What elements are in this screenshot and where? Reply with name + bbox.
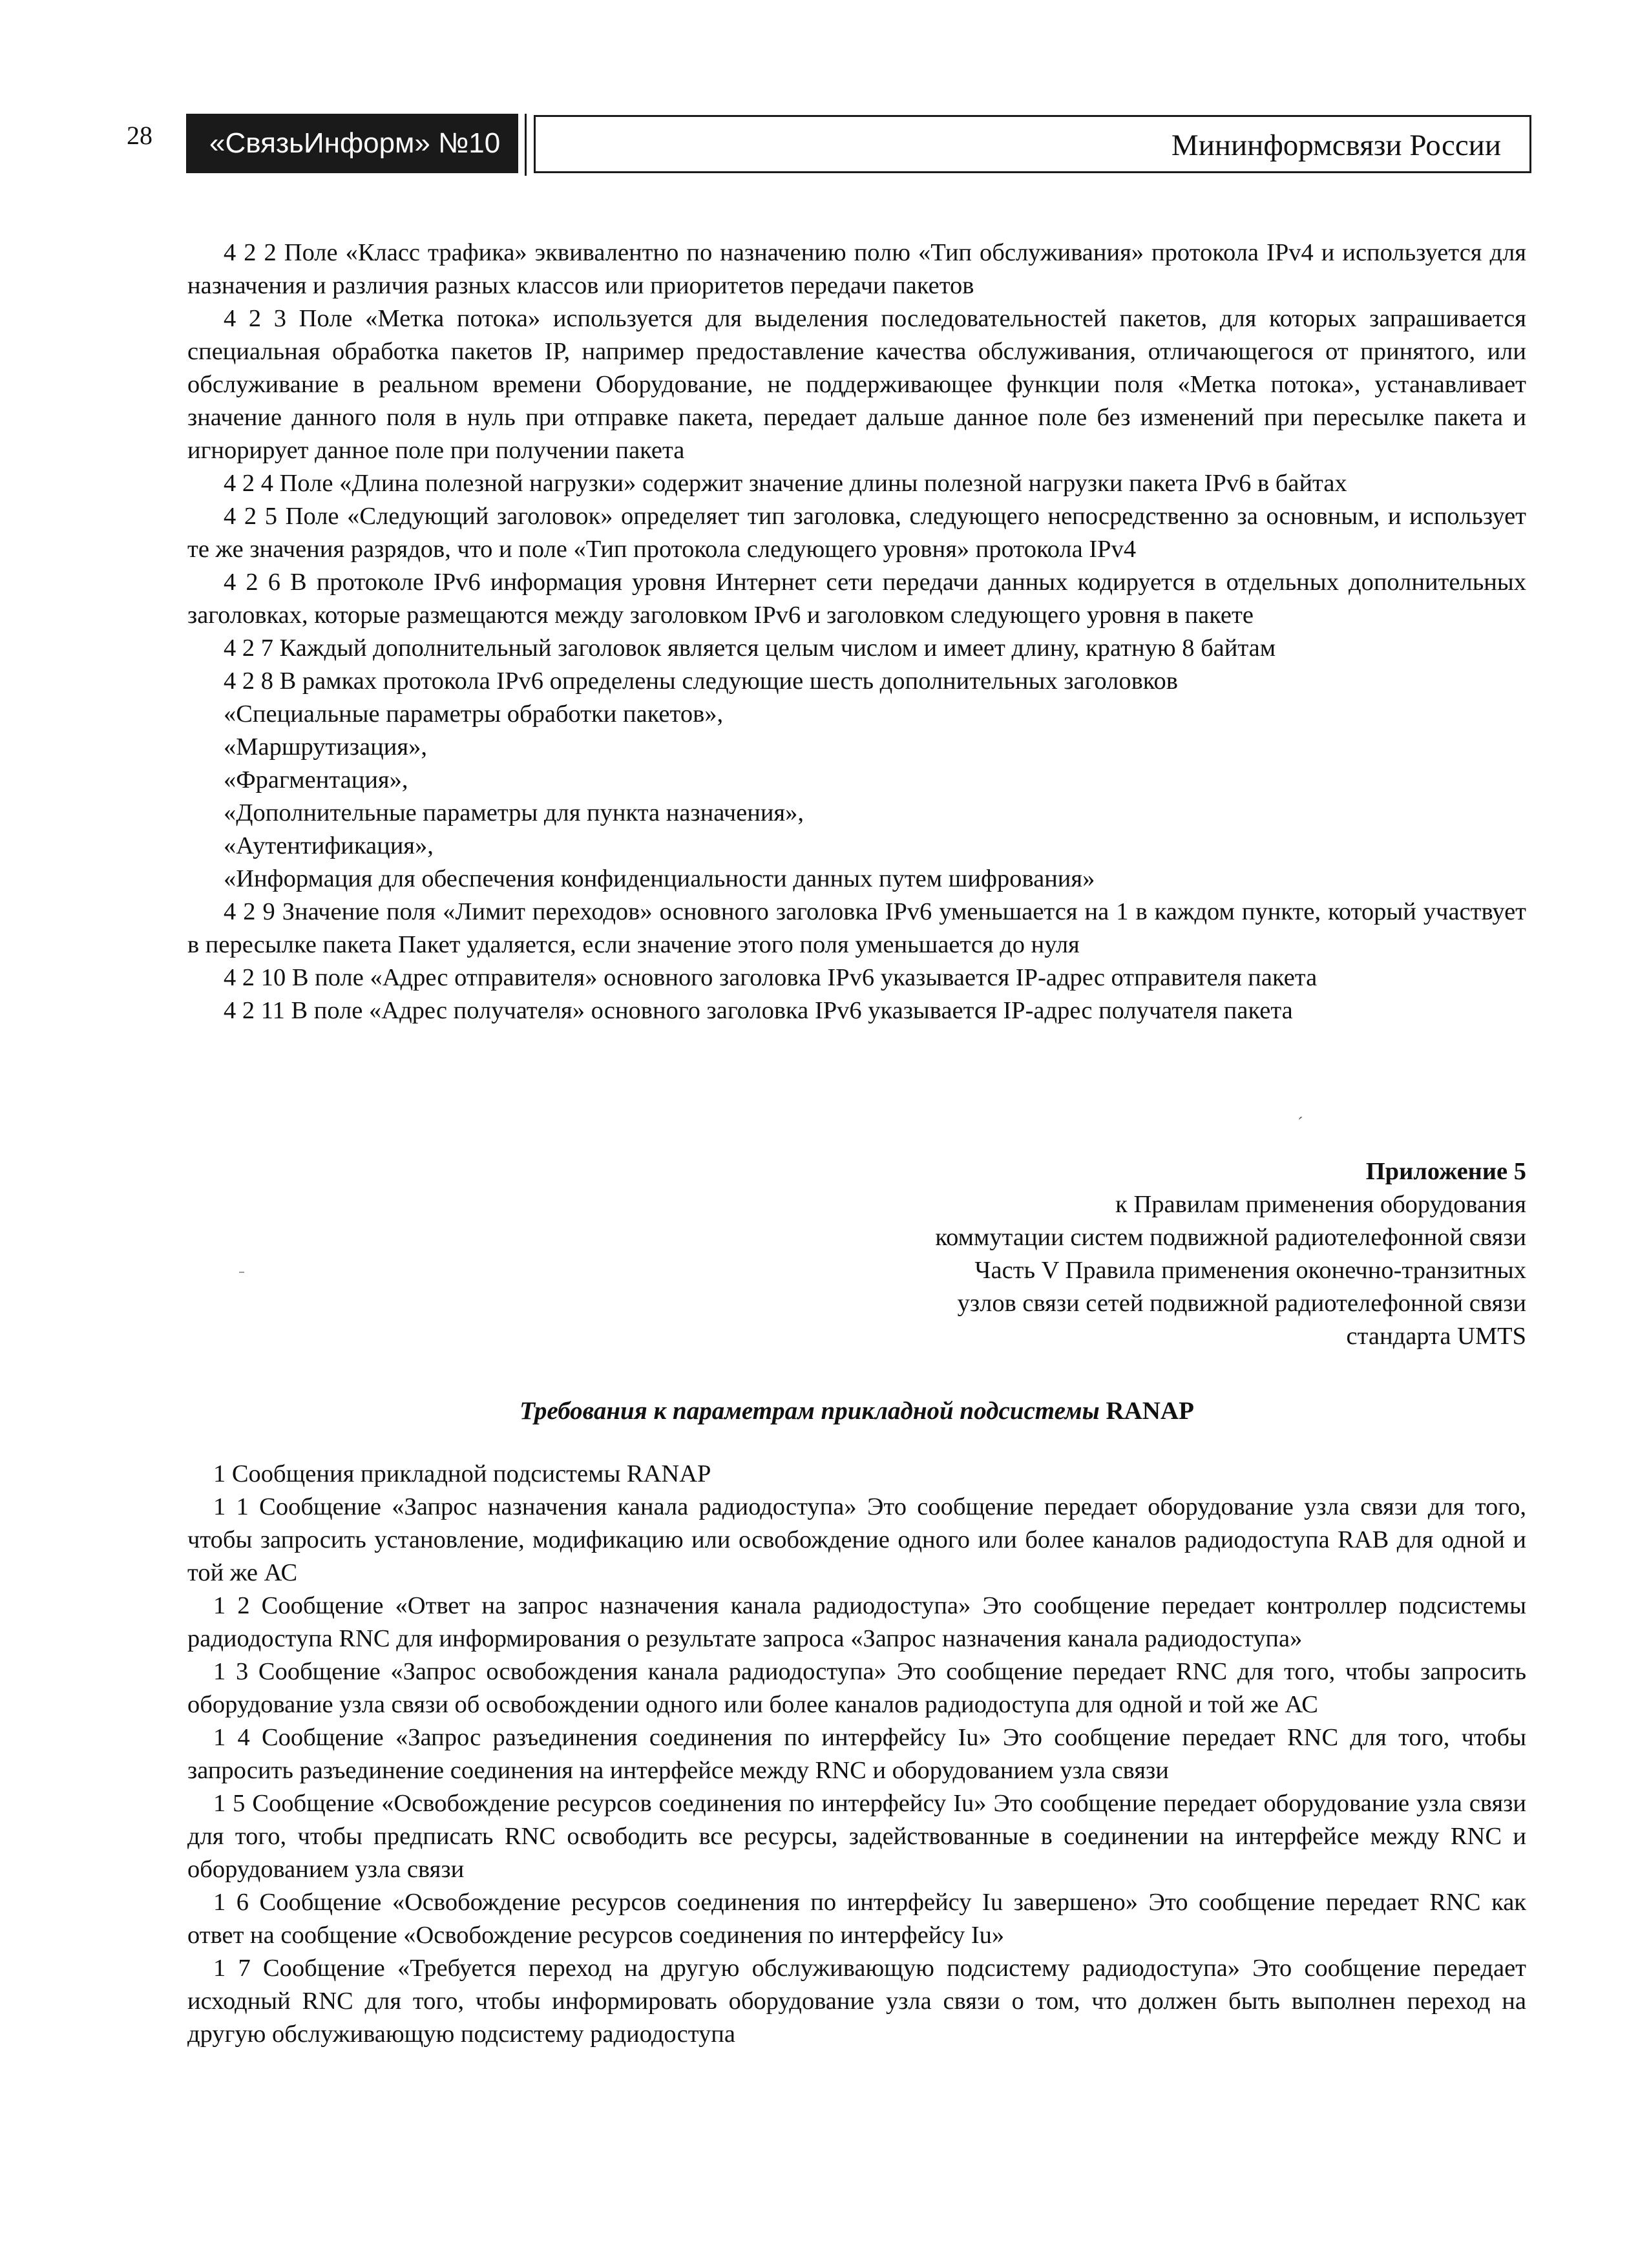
list-item: «Фрагментация», — [224, 766, 408, 793]
paragraph: 1 5 Сообщение «Освобождение ресурсов соединения по интерфейсу Iu» Это сообщение передает оборудование узла связи для того, чтобы предписать RNC освободить все ресурсы, задействованные в соединении на интерфейсе между RNC и оборудованием узла связи — [187, 1790, 1526, 1883]
appendix-heading — [686, 1155, 1526, 1353]
paragraph: 1 7 Сообщение «Требуется переход на другую обслуживающую подсистему радиодоступа» Это сообщение передает исходный RNC для того, чтобы информировать оборудование узла связи о том, что должен быть выполнен переход на другую обслуживающую подсистему радиодоступа — [187, 1955, 1526, 2048]
appendix-line: узлов связи сетей подвижной радиотелефонной связи — [957, 1290, 1526, 1317]
section-ranap-text — [187, 1458, 1526, 2051]
appendix-title: Приложение 5 — [1365, 1158, 1526, 1185]
publisher-box — [534, 115, 1531, 173]
paragraph: 4 2 10 В поле «Адрес отправителя» основного заголовка IPv6 указывается IP-адрес отправителя пакета — [224, 964, 1318, 991]
paragraph: 1 1 Сообщение «Запрос назначения канала радиодоступа» Это сообщение передает оборудование узла связи для того, чтобы запросить установление, модификацию или освобождение одного или более каналов радиодоступа RAB для одной и той же АС — [187, 1493, 1526, 1586]
page-number: 28 — [127, 121, 152, 150]
appendix-line: коммутации систем подвижной радиотелефонной связи — [935, 1224, 1526, 1251]
journal-masthead: «СвязьИнформ» №10 — [186, 114, 518, 173]
list-item: «Дополнительные параметры для пункта назначения», — [224, 799, 804, 826]
paragraph: 4 2 5 Поле «Следующий заголовок» определяет тип заголовка, следующего непосредственно за основным, и использует те же значения разрядов, что и поле «Тип протокола следующего уровня» протокола IPv4 — [187, 503, 1526, 563]
paragraph: 4 2 11 В поле «Адрес получателя» основного заголовка IPv6 указывается IP-адрес получателя пакета — [224, 997, 1293, 1024]
section-title-acronym: RANAP — [1106, 1397, 1194, 1425]
publisher-name: Мининформсвязи России — [1171, 129, 1501, 162]
paragraph: 1 6 Сообщение «Освобождение ресурсов соединения по интерфейсу Iu завершено» Это сообщение передает RNC как ответ на сообщение «Освобождение ресурсов соединения по интерфейсу Iu» — [187, 1889, 1526, 1949]
paragraph: 4 2 6 В протоколе IPv6 информация уровня Интернет сети передачи данных кодируется в отдельных дополнительных заголовках, которые размещаются между заголовком IPv6 и заголовком следующего уровня в пакете — [187, 569, 1526, 629]
paragraph: 4 2 3 Поле «Метка потока» используется для выделения последовательностей пакетов, для которых запрашивается специальная обработка пакетов IP, например предоставление качества обслуживания, отличающегося от принятого, или обслуживание в реальном времени Оборудование, не поддерживающее функции поля «Метка потока», устанавливает значение данного поля в нуль при отправке пакета, передает дальше данное поле без изменений при пересылке пакета и игнорирует данное поле при получении пакета — [187, 305, 1526, 464]
appendix-line: стандарта UMTS — [1346, 1323, 1526, 1350]
section-title-text: Требования к параметрам прикладной подсистемы — [520, 1397, 1100, 1425]
appendix-line: к Правилам применения оборудования — [1115, 1191, 1526, 1218]
paragraph: 4 2 7 Каждый дополнительный заголовок является целым числом и имеет длину, кратную 8 байтам — [224, 635, 1276, 662]
paragraph: 4 2 9 Значение поля «Лимит переходов» основного заголовка IPv6 уменьшается на 1 в каждом пункте, который участвует в пересылке пакета Пакет удаляется, если значение этого поля уменьшается до нуля — [187, 898, 1526, 958]
paragraph: 4 2 8 В рамках протокола IPv6 определены следующие шесть дополнительных заголовков — [224, 667, 1178, 695]
section-title — [187, 1394, 1526, 1428]
masthead-divider — [525, 114, 527, 176]
list-item: «Аутентификация», — [224, 832, 434, 859]
paragraph: 4 2 4 Поле «Длина полезной нагрузки» содержит значение длины полезной нагрузки пакета IPv6 в байтах — [224, 470, 1347, 497]
list-item: «Маршрутизация», — [224, 733, 427, 761]
paragraph: 1 2 Сообщение «Ответ на запрос назначения канала радиодоступа» Это сообщение передает контроллер подсистемы радиодоступа RNC для информирования о результате запроса «Запрос назначения канала радиодоступа» — [187, 1592, 1526, 1652]
paragraph: 1 Сообщения прикладной подсистемы RANAP — [213, 1460, 711, 1487]
appendix-line: Часть V Правила применения оконечно-транзитных — [974, 1257, 1526, 1284]
paragraph: 4 2 2 Поле «Класс трафика» эквивалентно по назначению полю «Тип обслуживания» протокола IPv4 и используется для назначения и различия разных классов или приоритетов передачи пакетов — [187, 239, 1526, 299]
section-ipv6-text — [187, 236, 1526, 1027]
paragraph: 1 3 Сообщение «Запрос освобождения канала радиодоступа» Это сообщение передает RNC для того, чтобы запросить оборудование узла связи об освобождении одного или более каналов радиодоступа для одной и той же АС — [187, 1658, 1526, 1718]
scan-speck — [239, 1272, 244, 1273]
list-item: «Специальные параметры обработки пакетов», — [224, 700, 724, 728]
paragraph: 1 4 Сообщение «Запрос разъединения соединения по интерфейсу Iu» Это сообщение передает RNC для того, чтобы запросить разъединение соединения на интерфейсе между RNC и оборудованием узла связи — [187, 1724, 1526, 1784]
scan-speck: ˊ — [1297, 1114, 1303, 1133]
list-item: «Информация для обеспечения конфиденциальности данных путем шифрования» — [224, 865, 1095, 892]
